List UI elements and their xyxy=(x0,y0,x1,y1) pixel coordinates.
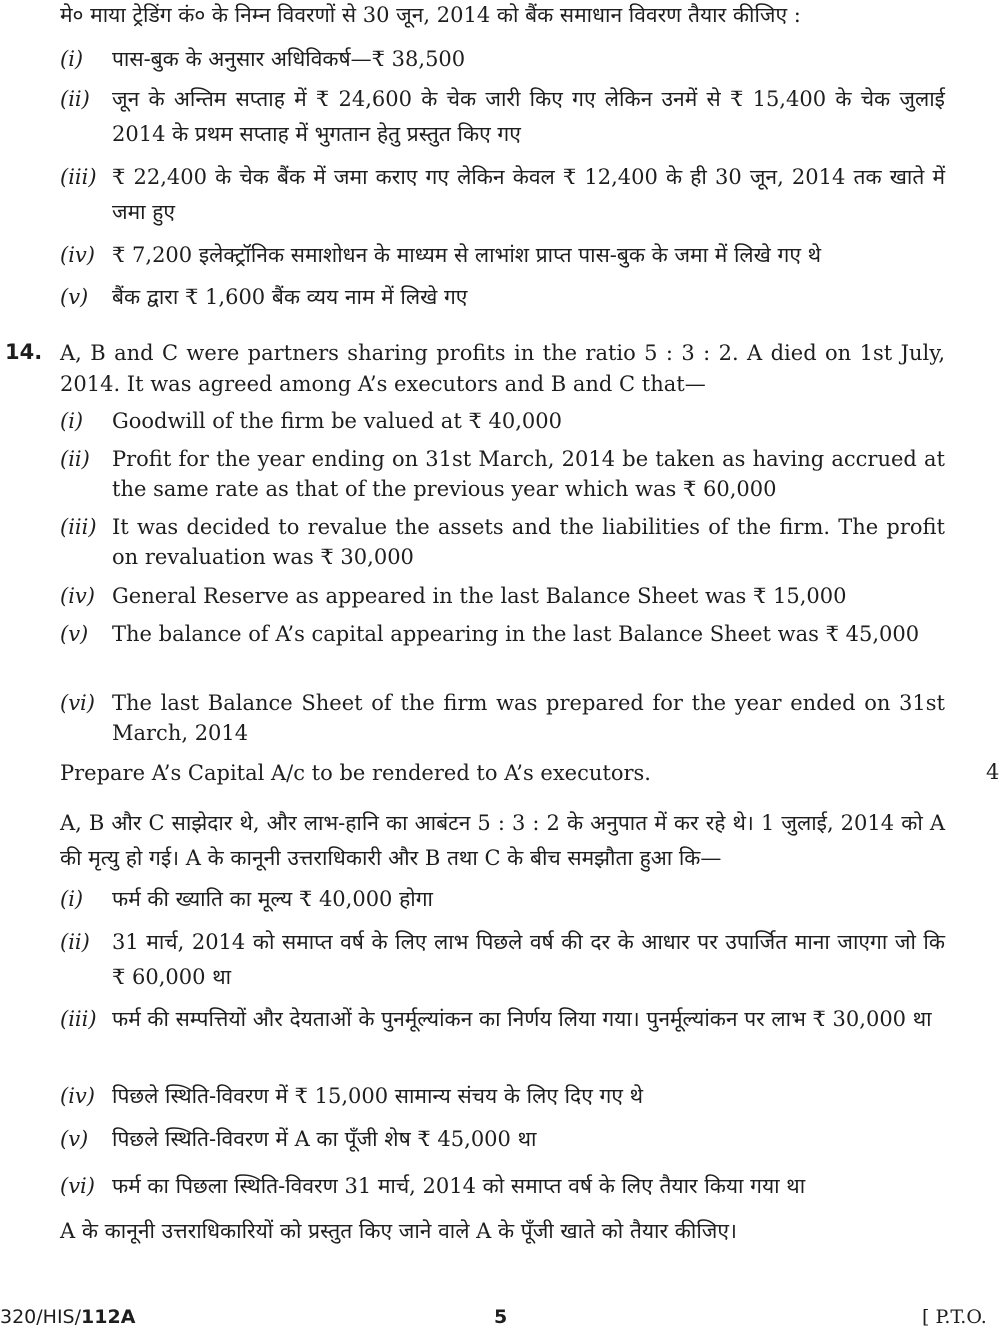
item-text: ₹ 22,400 के चेक बैंक में जमा कराए गए लेकिन केवल ₹ 12,400 के ही 30 जून, 2014 तक खाते में जमा हुए xyxy=(112,165,945,224)
paper-code-bold: 112A xyxy=(81,1306,136,1328)
en-item-4 xyxy=(60,581,945,611)
hi-item-3 xyxy=(60,1002,945,1037)
en-item-3 xyxy=(60,512,945,572)
item-number: (ii) xyxy=(60,447,90,471)
item-text: फर्म की ख्याति का मूल्य ₹ 40,000 होगा xyxy=(112,887,433,911)
en-item-2 xyxy=(60,444,945,504)
item-text: पिछले स्थिति-विवरण में ₹ 15,000 सामान्य संचय के लिए दिए गए थे xyxy=(112,1084,644,1108)
en-item-5 xyxy=(60,619,945,649)
question-intro-hi: A, B और C साझेदार थे, और लाभ-हानि का आबंटन 5 : 3 : 2 के अनुपात में कर रहे थे। 1 जुलाई, 2014 को A की मृत्यु हो गई। A के कानूनी उत्तराधिकारी और B तथा C के बीच समझौता हुआ कि— xyxy=(60,811,945,870)
prev-item-4 xyxy=(60,238,945,273)
item-number: (ii) xyxy=(60,930,90,954)
item-text: पास-बुक के अनुसार अधिविकर्ष—₹ 38,500 xyxy=(112,47,466,71)
item-text: बैंक द्वारा ₹ 1,600 बैंक व्यय नाम में लिखे गए xyxy=(112,285,468,309)
item-number: (v) xyxy=(60,285,89,309)
item-number: (i) xyxy=(60,887,84,911)
prev-item-2 xyxy=(60,82,945,152)
item-number: (ii) xyxy=(60,87,90,111)
item-text: फर्म का पिछला स्थिति-विवरण 31 मार्च, 2014 को समाप्त वर्ष के लिए तैयार किया गया था xyxy=(112,1174,806,1198)
item-text: The balance of A’s capital appearing in the last Balance Sheet was ₹ 45,000 xyxy=(112,622,920,646)
item-text: ₹ 7,200 इलेक्ट्रॉनिक समाशोधन के माध्यम से लाभांश प्राप्त पास-बुक के जमा में लिखे गए थे xyxy=(112,243,822,267)
item-text: The last Balance Sheet of the firm was prepared for the year ended on 31st March, 2014 xyxy=(112,691,945,745)
question-number: 14. xyxy=(5,340,43,364)
en-item-6 xyxy=(60,688,945,748)
item-text: Profit for the year ending on 31st March, 2014 be taken as having accrued at the same rate as that of the previous year which was ₹ 60,000 xyxy=(112,447,945,501)
item-number: (iv) xyxy=(60,1084,95,1108)
item-number: (iii) xyxy=(60,165,97,189)
page-number: 5 xyxy=(494,1306,508,1328)
task-en: Prepare A’s Capital A/c to be rendered to A’s executors. xyxy=(60,761,651,785)
item-text: It was decided to revalue the assets and the liabilities of the firm. The profit on revaluation was ₹ 30,000 xyxy=(112,515,945,569)
item-text: जून के अन्तिम सप्ताह में ₹ 24,600 के चेक जारी किए गए लेकिन उनमें से ₹ 15,400 के चेक जुलाई 2014 के प्रथम सप्ताह में भुगतान हेतु प्रस्तुत किए गए xyxy=(112,87,945,146)
paper-code-prefix: 320/HIS/ xyxy=(0,1306,82,1328)
item-number: (iii) xyxy=(60,515,97,539)
item-number: (v) xyxy=(60,622,89,646)
item-text: फर्म की सम्पत्तियों और देयताओं के पुनर्मूल्यांकन का निर्णय लिया गया। पुनर्मूल्यांकन पर लाभ ₹ 30,000 था xyxy=(112,1007,932,1031)
item-text: 31 मार्च, 2014 को समाप्त वर्ष के लिए लाभ पिछले वर्ष की दर के आधार पर उपार्जित माना जाएगा जो कि ₹ 60,000 था xyxy=(112,930,945,989)
hi-item-5 xyxy=(60,1122,945,1157)
item-number: (i) xyxy=(60,47,84,71)
prev-item-1 xyxy=(60,42,945,77)
hi-item-6 xyxy=(60,1169,945,1204)
item-text: Goodwill of the firm be valued at ₹ 40,000 xyxy=(112,409,562,433)
prev-question-intro: मे० माया ट्रेडिंग कं० के निम्न विवरणों से 30 जून, 2014 को बैंक समाधान विवरण तैयार कीजिए : xyxy=(60,3,801,27)
prev-item-5 xyxy=(60,280,945,315)
item-number: (vi) xyxy=(60,1174,95,1198)
hi-item-4 xyxy=(60,1079,945,1114)
paper-code xyxy=(0,1306,135,1328)
en-item-1 xyxy=(60,406,945,436)
item-number: (i) xyxy=(60,409,84,433)
item-text: पिछले स्थिति-विवरण में A का पूँजी शेष ₹ 45,000 था xyxy=(112,1127,537,1151)
item-number: (iv) xyxy=(60,243,95,267)
item-number: (iii) xyxy=(60,1007,97,1031)
prev-item-3 xyxy=(60,160,945,230)
hi-item-2 xyxy=(60,925,945,995)
hi-item-1 xyxy=(60,882,945,917)
item-number: (v) xyxy=(60,1127,89,1151)
item-text: General Reserve as appeared in the last Balance Sheet was ₹ 15,000 xyxy=(112,584,847,608)
pto-label: [ P.T.O. xyxy=(922,1306,987,1328)
marks: 4 xyxy=(986,760,1000,784)
item-number: (vi) xyxy=(60,691,95,715)
item-number: (iv) xyxy=(60,584,95,608)
task-hi: A के कानूनी उत्तराधिकारियों को प्रस्तुत किए जाने वाले A के पूँजी खाते को तैयार कीजिए। xyxy=(60,1219,737,1243)
question-intro-en: A, B and C were partners sharing profits in the ratio 5 : 3 : 2. A died on 1st July, 2014. It was agreed among A’s executors and B and C that— xyxy=(60,341,945,396)
